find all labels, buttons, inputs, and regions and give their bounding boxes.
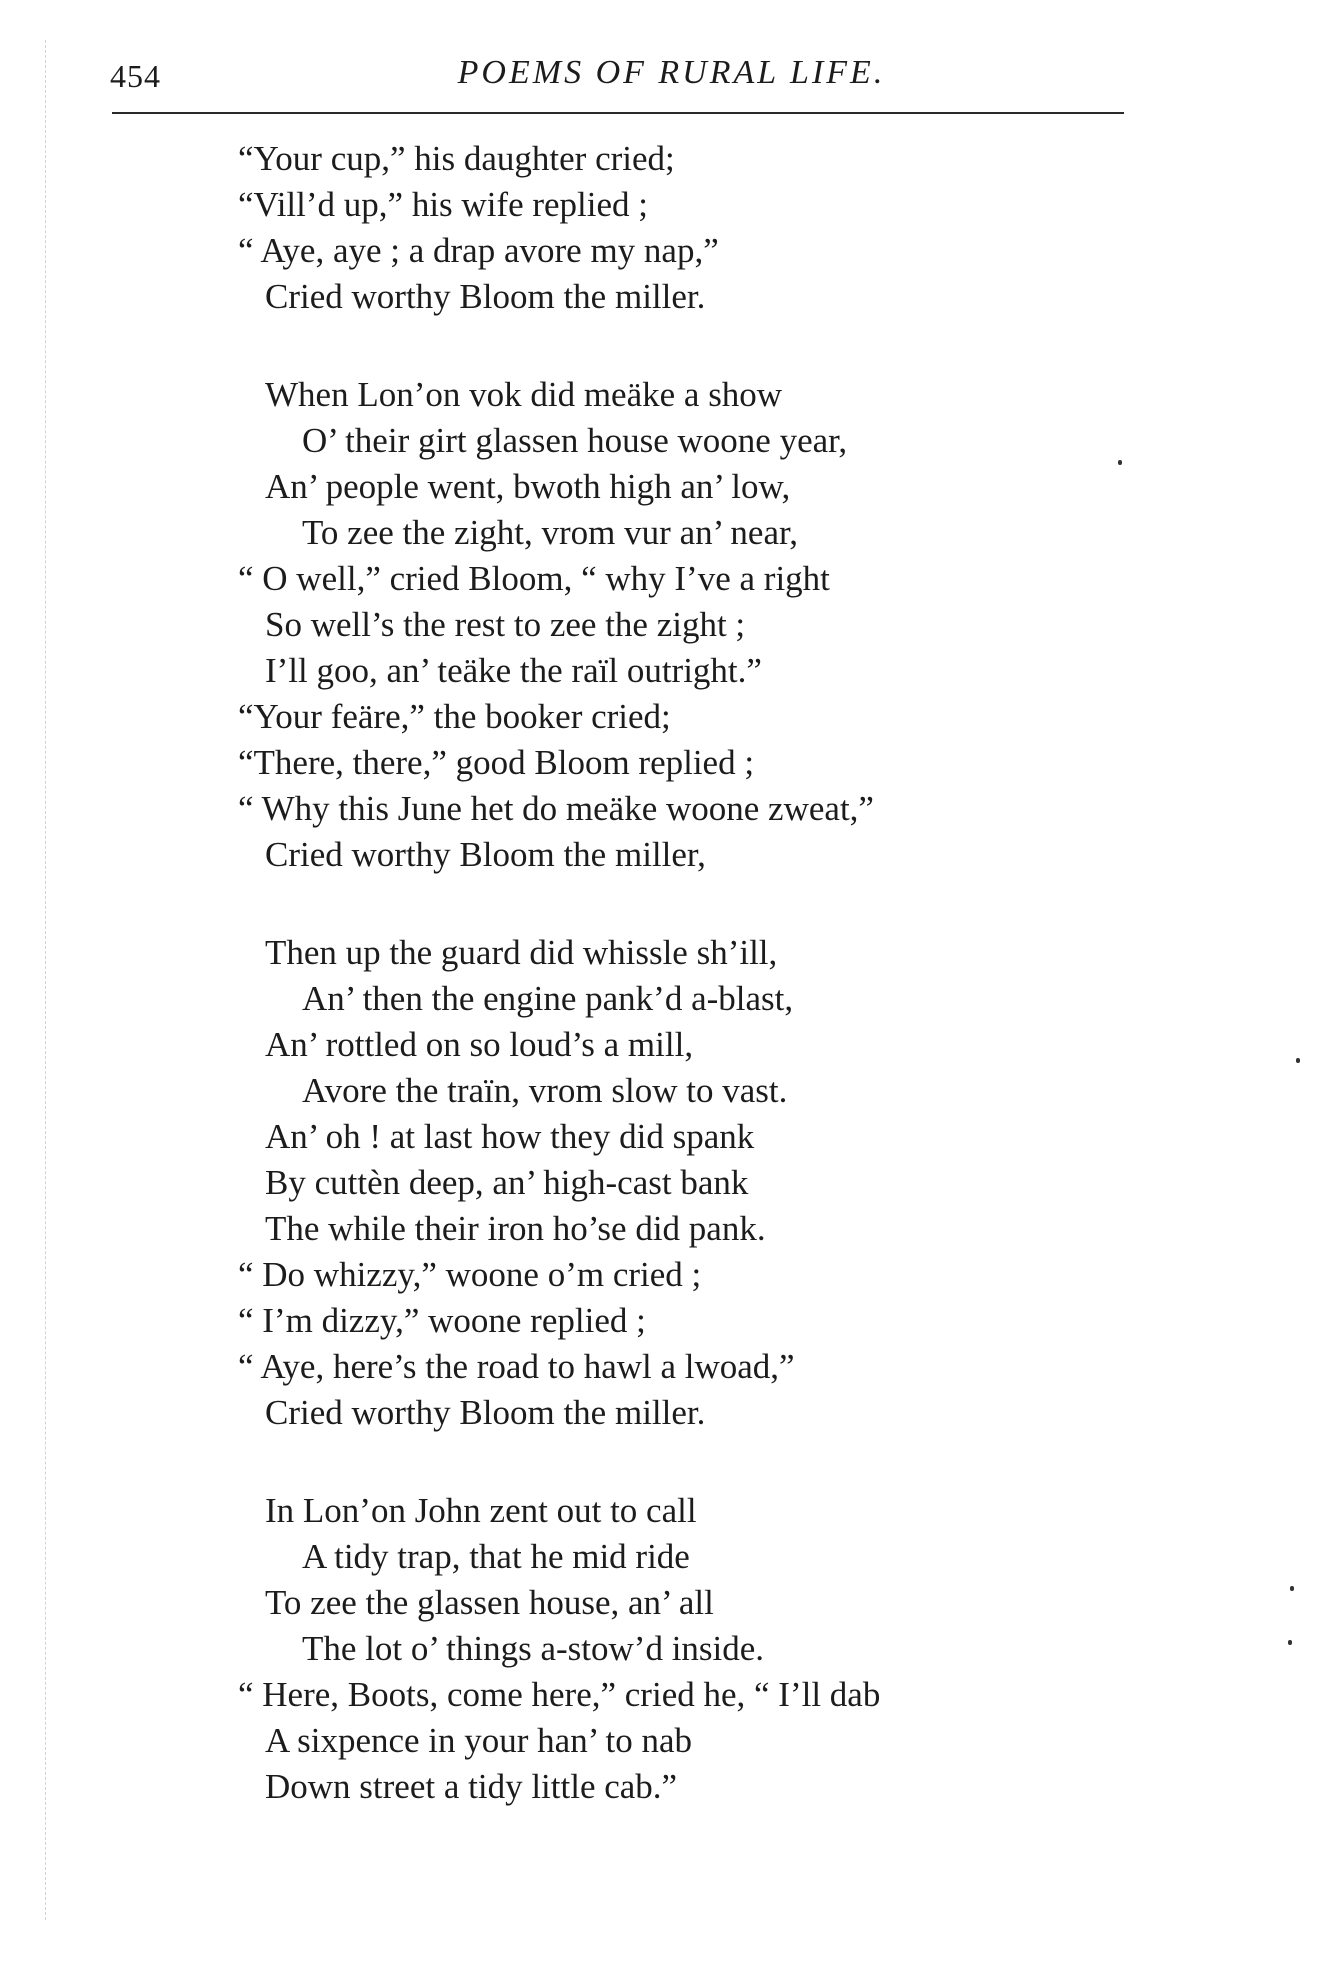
poem-line: The lot o’ things a-stow’d inside. [302, 1629, 765, 1668]
poem-line: “Your cup,” his daughter cried; [238, 139, 675, 178]
poem-line: I’ll goo, an’ teäke the raïl outright.” [265, 651, 762, 690]
stanza [0, 1488, 1343, 1810]
poem-line: An’ rottled on so loud’s a mill, [265, 1025, 694, 1064]
print-speck [1118, 460, 1122, 465]
poem-line: A tidy trap, that he mid ride [302, 1537, 690, 1576]
running-title: POEMS OF RURAL LIFE. [457, 54, 886, 91]
poem-line: Cried worthy Bloom the miller. [265, 277, 706, 316]
poem-line: “Your feäre,” the booker cried; [238, 697, 671, 736]
poem-line: A sixpence in your han’ to nab [265, 1721, 693, 1760]
poem-line: “There, there,” good Bloom replied ; [238, 743, 755, 782]
poem-line: “ O well,” cried Bloom, “ why I’ve a right [238, 559, 830, 598]
poem-line: “Vill’d up,” his wife replied ; [238, 185, 649, 224]
poem-line: Avore the traïn, vrom slow to vast. [302, 1071, 788, 1110]
poem-line: Then up the guard did whissle sh’ill, [265, 933, 778, 972]
page-header [0, 48, 1343, 108]
poem-line: The while their iron ho’se did pank. [265, 1209, 766, 1248]
poem-line: In Lon’on John zent out to call [265, 1491, 697, 1530]
poem-line: When Lon’on vok did meäke a show [265, 375, 783, 414]
poem-line: To zee the glassen house, an’ all [265, 1583, 714, 1622]
poem-line: “ I’m dizzy,” woone replied ; [238, 1301, 646, 1340]
print-speck [1290, 1586, 1294, 1591]
poem-line: “ Here, Boots, come here,” cried he, “ I’ll dab [238, 1675, 881, 1714]
page-number: 454 [110, 58, 161, 94]
poem-line: An’ oh ! at last how they did spank [265, 1117, 755, 1156]
header-rule [112, 112, 1124, 114]
stanza [0, 372, 1343, 878]
poem-line: “ Why this June het do meäke woone zweat,” [238, 789, 874, 828]
stanza [0, 930, 1343, 1436]
print-speck [1296, 1058, 1300, 1063]
stanza [0, 136, 1343, 320]
poem-body [0, 136, 1343, 1862]
poem-line: So well’s the rest to zee the zight ; [265, 605, 746, 644]
poem-line: To zee the zight, vrom vur an’ near, [302, 513, 798, 552]
poem-line: “ Do whizzy,” woone o’m cried ; [238, 1255, 702, 1294]
poem-line: Down street a tidy little cab.” [265, 1767, 678, 1806]
poem-line: An’ then the engine pank’d a-blast, [302, 979, 794, 1018]
poem-line: Cried worthy Bloom the miller, [265, 835, 706, 874]
poem-line: Cried worthy Bloom the miller. [265, 1393, 706, 1432]
print-speck [1288, 1640, 1292, 1645]
poem-line: By cuttèn deep, an’ high-cast bank [265, 1163, 749, 1202]
poem-line: O’ their girt glassen house woone year, [302, 421, 848, 460]
poem-line: “ Aye, aye ; a drap avore my nap,” [238, 231, 719, 270]
poem-line: “ Aye, here’s the road to hawl a lwoad,” [238, 1347, 795, 1386]
poem-line: An’ people went, bwoth high an’ low, [265, 467, 791, 506]
